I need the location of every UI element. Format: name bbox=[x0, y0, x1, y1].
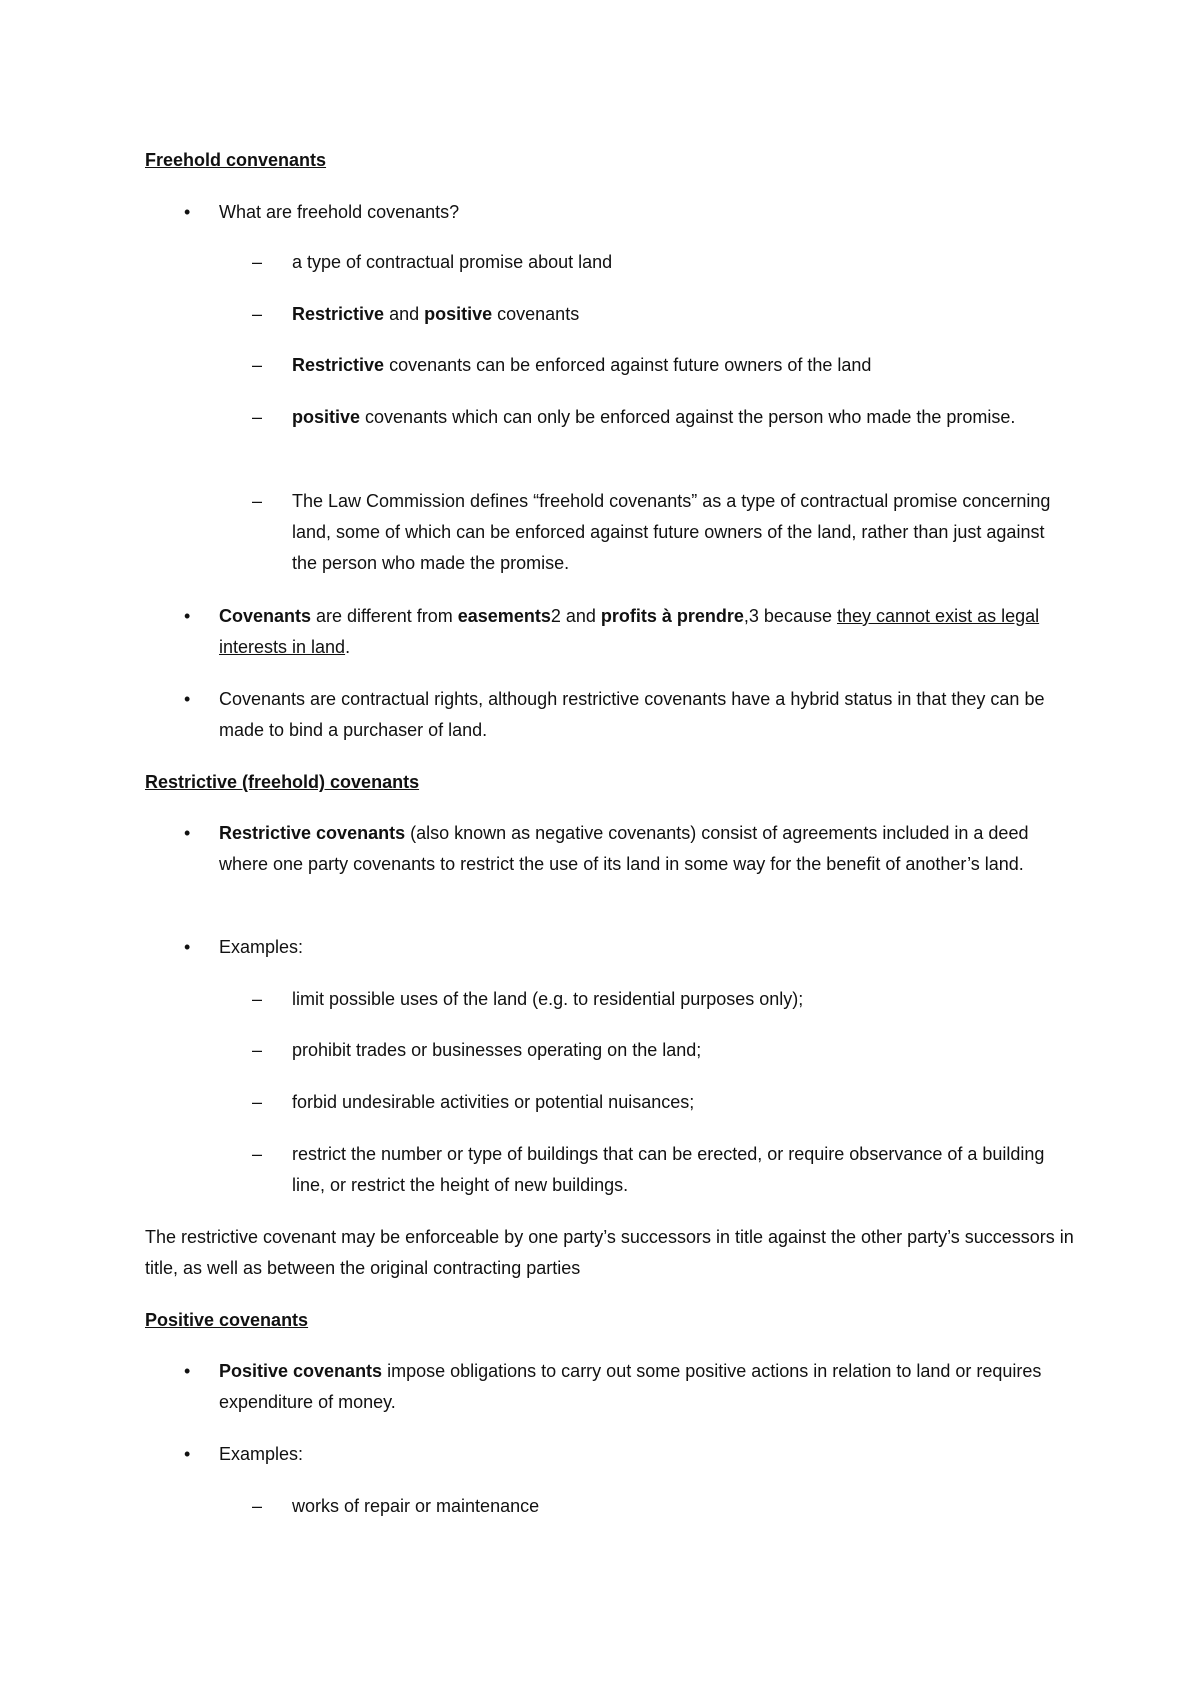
bold-term: Restrictive bbox=[292, 304, 385, 324]
dash-marker: – bbox=[252, 1144, 263, 1164]
dash-item-example-uses: limit possible uses of the land (e.g. to residential purposes only); bbox=[292, 989, 804, 1009]
dash-item-example-trades: prohibit trades or businesses operating on the land; bbox=[292, 1040, 702, 1060]
bullet-marker: • bbox=[184, 1444, 191, 1464]
bullet-contractual-rights: Covenants are contractual rights, although restrictive covenants have a hybrid status in that they can be made to bind a purchaser of land. bbox=[219, 689, 1045, 740]
bullet-examples: Examples: bbox=[219, 1444, 304, 1464]
underlined-phrase: they cannot exist as legal interests in land bbox=[219, 606, 1040, 657]
dash-item-example-buildings: restrict the number or type of buildings that can be erected, or require observance of a building line, or restrict the height of new buildings. bbox=[292, 1144, 1045, 1195]
dash-item-contractual-promise: a type of contractual promise about land bbox=[292, 252, 613, 272]
section-heading-freehold: Freehold convenants bbox=[145, 150, 327, 170]
text-run: covenants which can only be enforced against the person who made the promise. bbox=[360, 407, 1016, 427]
dash-marker: – bbox=[252, 1040, 263, 1060]
text-run: are different from bbox=[311, 606, 458, 626]
text-run: and bbox=[384, 304, 425, 324]
bold-term: positive bbox=[292, 407, 361, 427]
text-run: 2 and bbox=[550, 606, 601, 626]
bold-term: profits à prendre bbox=[600, 606, 744, 626]
bullet-restrictive-definition bbox=[219, 818, 1069, 880]
dash-item-positive-enforced bbox=[292, 402, 1072, 433]
dash-marker: – bbox=[252, 355, 263, 375]
text-run: impose obligations to carry out some positive actions in relation to land or requires expenditure of money. bbox=[219, 1361, 1042, 1412]
text-run: covenants can be enforced against future owners of the land bbox=[384, 355, 872, 375]
text-run: . bbox=[345, 637, 351, 657]
dash-marker: – bbox=[252, 252, 263, 272]
text-run: ,3 because bbox=[743, 606, 837, 626]
bullet-marker: • bbox=[184, 937, 191, 957]
bold-term: Covenants bbox=[219, 606, 312, 626]
bold-term: Positive covenants bbox=[219, 1361, 383, 1381]
dash-marker: – bbox=[252, 989, 263, 1009]
dash-marker: – bbox=[252, 1092, 263, 1112]
bullet-covenants-different bbox=[219, 601, 1069, 663]
bold-term: Restrictive covenants bbox=[219, 823, 406, 843]
paragraph-enforceable: The restrictive covenant may be enforceable by one party’s successors in title against the other party’s successors in title, as well as between the original contracting parties bbox=[145, 1227, 1074, 1278]
dash-marker: – bbox=[252, 1496, 263, 1516]
dash-marker: – bbox=[252, 491, 263, 511]
text-run: covenants bbox=[492, 304, 580, 324]
bullet-marker: • bbox=[184, 606, 191, 626]
bullet-marker: • bbox=[184, 689, 191, 709]
dash-marker: – bbox=[252, 304, 263, 324]
bullet-examples: Examples: bbox=[219, 937, 304, 957]
dash-marker: – bbox=[252, 407, 263, 427]
dash-item-example-nuisances: forbid undesirable activities or potential nuisances; bbox=[292, 1092, 695, 1112]
dash-item-law-commission: The Law Commission defines “freehold covenants” as a type of contractual promise concerning land, some of which can be enforced against future owners of the land, rather than just against the person who made the promise. bbox=[292, 491, 1051, 573]
bullet-marker: • bbox=[184, 823, 191, 843]
section-heading-positive: Positive covenants bbox=[145, 1310, 309, 1330]
dash-item-restrictive-positive bbox=[292, 299, 1072, 330]
bold-term: positive bbox=[424, 304, 493, 324]
bold-term: Restrictive bbox=[292, 355, 385, 375]
bold-term: easements bbox=[457, 606, 551, 626]
bullet-what-are: What are freehold covenants? bbox=[219, 202, 460, 222]
section-heading-restrictive: Restrictive (freehold) covenants bbox=[145, 772, 420, 792]
dash-item-example-repair: works of repair or maintenance bbox=[292, 1496, 540, 1516]
bullet-marker: • bbox=[184, 1361, 191, 1381]
dash-item-restrictive-enforced bbox=[292, 350, 1072, 381]
bullet-positive-definition bbox=[219, 1356, 1069, 1418]
bullet-marker: • bbox=[184, 202, 191, 222]
text-run: (also known as negative covenants) consist of agreements included in a deed where one party covenants to restrict the use of its land in some way for the benefit of another’s land. bbox=[219, 823, 1029, 874]
